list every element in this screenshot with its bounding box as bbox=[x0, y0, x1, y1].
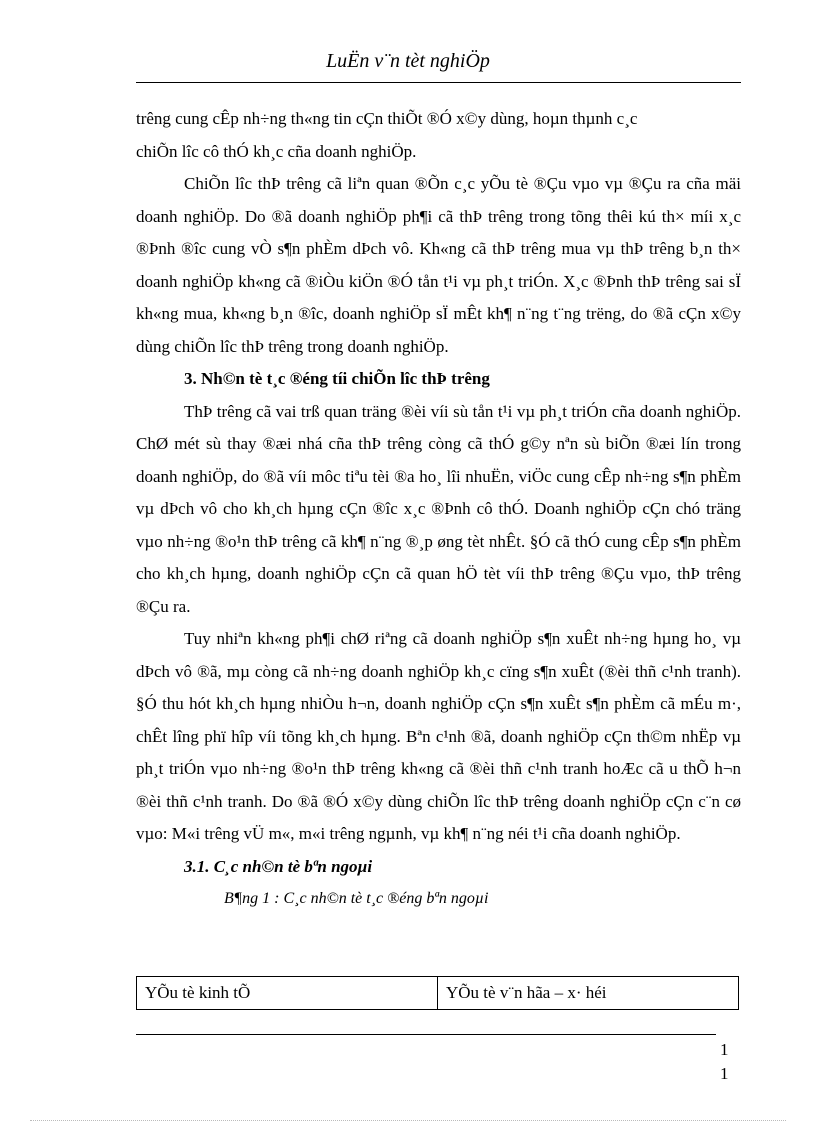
subsection-heading: 3.1. C¸c nh©n tè bªn ngoµi bbox=[184, 856, 373, 876]
footer-rule bbox=[136, 1034, 716, 1035]
page-bottom-edge bbox=[30, 1120, 786, 1121]
text-line: doanh nghiÖp cÇn cã quan hÖ tèt víi thÞ trêng ®Çu vµo, thÞ trêng ®Çu ra. bbox=[136, 564, 742, 616]
text-line: thêi kú th× míi x¸c ®Þnh ®îc cung vÒ s¶n phÈm dÞch vô. Kh«ng cã thÞ bbox=[136, 206, 741, 258]
text-line: ®ã, doanh nghiÖp cÇn th©m nhËp vµ ph¸t triÓn vµo nh÷ng ®o¹n thÞ trêng bbox=[136, 726, 741, 778]
text-line: trêng mua vµ thÞ trêng b¸n th× doanh nghiÖp kh«ng cã ®iÒu kiÖn ®Ó tån bbox=[136, 239, 742, 291]
paragraph-continued bbox=[136, 103, 741, 168]
text-line: ChiÕn lîc thÞ trêng cã liªn quan ®Õn c¸c yÕu tè ®Çu vµo vµ ®Çu ra bbox=[184, 174, 681, 193]
text-line: kh«ng cã ®èi thñ c¹nh tranh hoÆc cã u thÕ h¬n ®èi thñ c¹nh tranh. Do ®ã bbox=[136, 759, 741, 811]
text-line: ho¸ vµ dÞch vô ®ã, mµ còng cã nh÷ng doanh nghiÖp kh¸c cïng s¶n xuÊt (®èi bbox=[136, 629, 741, 681]
paragraph-market-strategy bbox=[136, 168, 741, 363]
table-cell-economic: YÕu tè kinh tÕ bbox=[137, 977, 438, 1010]
text-line: thñ c¹nh tranh). §Ó thu hót kh¸ch hµng nhiÒu h¬n, doanh nghiÖp cÇn s¶n bbox=[136, 661, 741, 713]
text-line: kh¶ n¨ng ®¸p øng tèt nhÊt. §Ó cã thÓ cung cÊp s¶n phÈm cho kh¸ch hµng, bbox=[136, 531, 742, 583]
text-line: doanh nghiÖp. ChØ mét sù thay ®æi nhá cña thÞ trêng còng cã thÓ g©y nªn bbox=[136, 401, 742, 453]
factors-table bbox=[136, 976, 739, 1010]
text-line: thÞ trêng trong doanh nghiÖp. bbox=[241, 336, 449, 356]
text-line: sù biÕn ®æi lín trong doanh nghiÖp, do ®ã víi môc tiªu tèi ®a ho¸ lîi nhuËn, bbox=[136, 434, 741, 486]
text-line: t¹i vµ ph¸t triÓn. X¸c ®Þnh thÞ trêng sai sÏ kh«ng mua, kh«ng b¸n ®îc, bbox=[136, 271, 741, 323]
page-number-repeat: 1 bbox=[720, 1064, 729, 1083]
section-heading: 3. Nh©n tè t¸c ®éng tíi chiÕn lîc thÞ trêng bbox=[184, 369, 490, 388]
table-row bbox=[137, 977, 739, 1010]
text-line: ®Þnh cô thÓ. Doanh nghiÖp cÇn chó träng vµo nh÷ng ®o¹n thÞ trêng cã bbox=[136, 499, 741, 551]
header-rule bbox=[136, 82, 741, 83]
text-line: trêng cung cÊp nh÷ng th«ng tin cÇn thiÕt ®Ó x©y dùng, hoµn thµnh c¸c bbox=[136, 109, 638, 128]
text-line: cña mäi doanh nghiÖp. Do ®ã doanh nghiÖp ph¶i cã thÞ trêng trong tõng bbox=[136, 174, 741, 226]
text-line: chiÕn lîc cô thÓ kh¸c cña doanh nghiÖp. bbox=[136, 141, 417, 161]
table-cell-cultural-social: YÕu tè v¨n hãa – x· héi bbox=[438, 977, 739, 1010]
text-line: xuÊt s¶n phÈm cã mÉu m·, chÊt lîng phï hîp víi tõng kh¸ch hµng. Bªn c¹nh bbox=[136, 694, 742, 746]
text-line: Tuy nhiªn kh«ng ph¶i chØ riªng cã doanh nghiÖp s¶n xuÊt nh÷ng hµng bbox=[184, 629, 689, 648]
page-number: 1 bbox=[720, 1040, 729, 1059]
text-line: vÜ m«, m«i trêng ngµnh, vµ kh¶ n¨ng néi t¹i cña doanh nghiÖp. bbox=[243, 824, 681, 843]
paragraph-market-role bbox=[136, 396, 741, 624]
text-line: doanh nghiÖp sÏ mÊt kh¶ n¨ng t¨ng trëng, do ®ã cÇn x©y dùng chiÕn lîc bbox=[136, 304, 742, 356]
text-line: ThÞ trêng cã vai trß quan träng ®èi víi sù tån t¹i vµ ph¸t triÓn cña bbox=[184, 401, 636, 421]
paragraph-competition bbox=[136, 623, 741, 851]
document-body bbox=[136, 103, 741, 916]
text-line: ®Ó x©y dùng chiÕn lîc thÞ trêng doanh nghiÖp cÇn c¨n cø vµo: M«i trêng bbox=[136, 791, 742, 843]
text-line: viÖc cung cÊp nh÷ng s¶n phÈm vµ dÞch vô cho kh¸ch hµng cÇn ®îc x¸c bbox=[136, 466, 742, 518]
table-caption: B¶ng 1 : C¸c nh©n tè t¸c ®éng bªn ngoµi bbox=[224, 890, 489, 907]
page-header-title: LuËn v¨n tèt nghiÖp bbox=[326, 50, 490, 72]
